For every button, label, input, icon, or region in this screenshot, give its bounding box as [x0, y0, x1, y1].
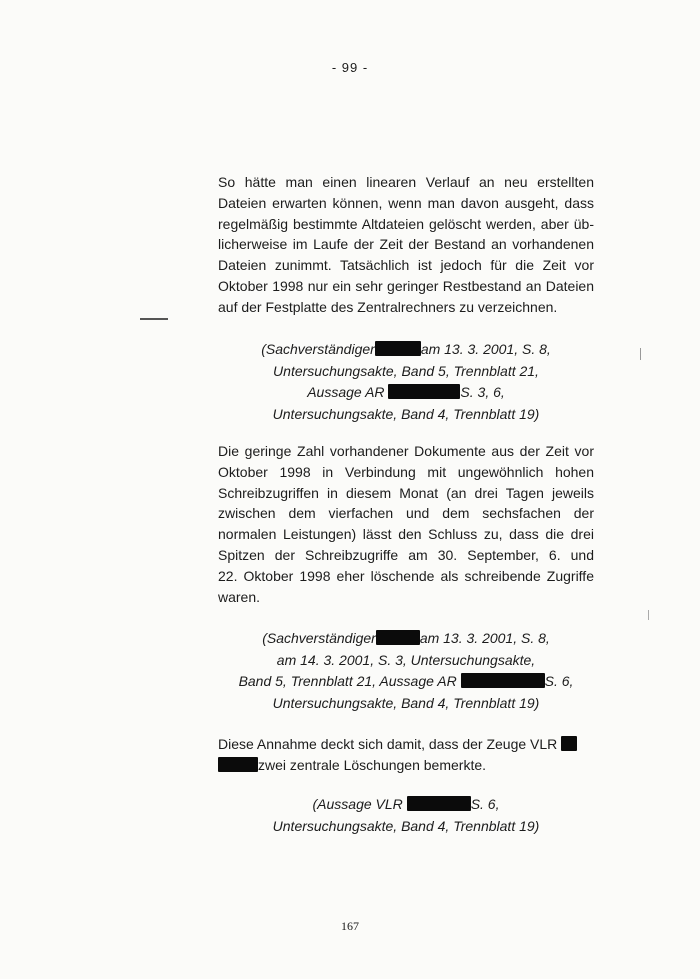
citation-text: am 13. 3. 2001, S. 8, [419, 630, 550, 646]
redaction-bar [375, 341, 421, 356]
citation-text: am 13. 3. 2001, S. 8, [420, 341, 551, 357]
citation-text: S. 6, [544, 673, 574, 689]
paragraph-line: 22. Oktober 1998 eher löschende als schreibende Zugriffe [218, 567, 594, 584]
redaction-bar [461, 673, 545, 688]
redaction-bar [388, 384, 460, 399]
margin-mark [140, 318, 168, 320]
paragraph-line: Dateien zunimmt. Tatsächlich ist jedoch für die Zeit vor [218, 257, 594, 274]
paragraph-line: auf der Festplatte des Zentralrechners zu verzeichnen. [218, 298, 558, 315]
paragraph-text: zwei zentrale Löschungen bemerkte. [258, 756, 487, 773]
paragraph-line: Spitzen der Schreibzugriffe am 30. September, 6. und [218, 546, 594, 563]
redaction-bar [407, 796, 471, 811]
footer-page-number: 167 [341, 919, 359, 933]
citation-text: (Aussage VLR [312, 796, 403, 812]
paragraph-line: zwischen dem vierfachen und dem sechsfachen der [218, 505, 594, 522]
citation-text: am 14. 3. 2001, S. 3, Untersuchungsakte, [276, 651, 536, 668]
paragraph-3 [218, 734, 594, 776]
citation-3 [218, 794, 594, 837]
citation-1 [218, 339, 594, 425]
citation-text: (Sachverständiger [261, 341, 375, 357]
citation-text: (Sachverständiger [262, 630, 376, 646]
paragraph-line: Die geringe Zahl vorhandener Dokumente aus der Zeit vor [218, 443, 594, 459]
paragraph-line: Oktober 1998 in Verbindung mit ungewöhnlich hohen [218, 463, 594, 480]
redaction-bar [218, 757, 258, 772]
paragraph-line: Oktober 1998 nur ein sehr geringer Restbestand an Dateien [218, 277, 594, 294]
paragraph-2 [218, 441, 594, 607]
paragraph-text: Diese Annahme deckt sich damit, dass der Zeuge VLR [218, 736, 558, 752]
redaction-bar [376, 630, 420, 645]
paragraph-line: normalen Leistungen) lässt den Schluss zu, dass die drei [218, 526, 594, 543]
paragraph-line: Schreibzugriffen in diesem Monat (an drei Tagen jeweils [218, 484, 594, 501]
citation-text: Aussage AR [307, 384, 385, 400]
paragraph-line: So hätte man einen linearen Verlauf an neu erstellten [218, 174, 594, 190]
citation-text: Untersuchungsakte, Band 4, Trennblatt 19) [272, 694, 540, 711]
paragraph-line: Dateien erwarten können, wenn man davon ausgeht, dass [218, 194, 594, 211]
citation-text: S. 3, 6, [460, 384, 505, 400]
citation-2 [218, 628, 594, 714]
citation-text: Untersuchungsakte, Band 5, Trennblatt 21, [273, 362, 539, 379]
paragraph-line: regelmäßig bestimmte Altdateien gelöscht werden, aber üb- [218, 215, 594, 232]
paragraph-line: licherweise im Laufe der Zeit der Bestand an vorhandenen [218, 236, 594, 253]
citation-text: Untersuchungsakte, Band 4, Trennblatt 19) [272, 817, 540, 834]
redaction-bar [561, 736, 577, 751]
citation-text: S. 6, [470, 796, 500, 812]
citation-text: Band 5, Trennblatt 21, Aussage AR [238, 673, 457, 689]
margin-mark [648, 610, 649, 620]
page-header-number: - 99 - [331, 60, 369, 75]
margin-mark [640, 348, 641, 360]
citation-text: Untersuchungsakte, Band 4, Trennblatt 19) [272, 405, 540, 422]
paragraph-line: waren. [218, 588, 261, 605]
paragraph-1 [218, 172, 594, 318]
